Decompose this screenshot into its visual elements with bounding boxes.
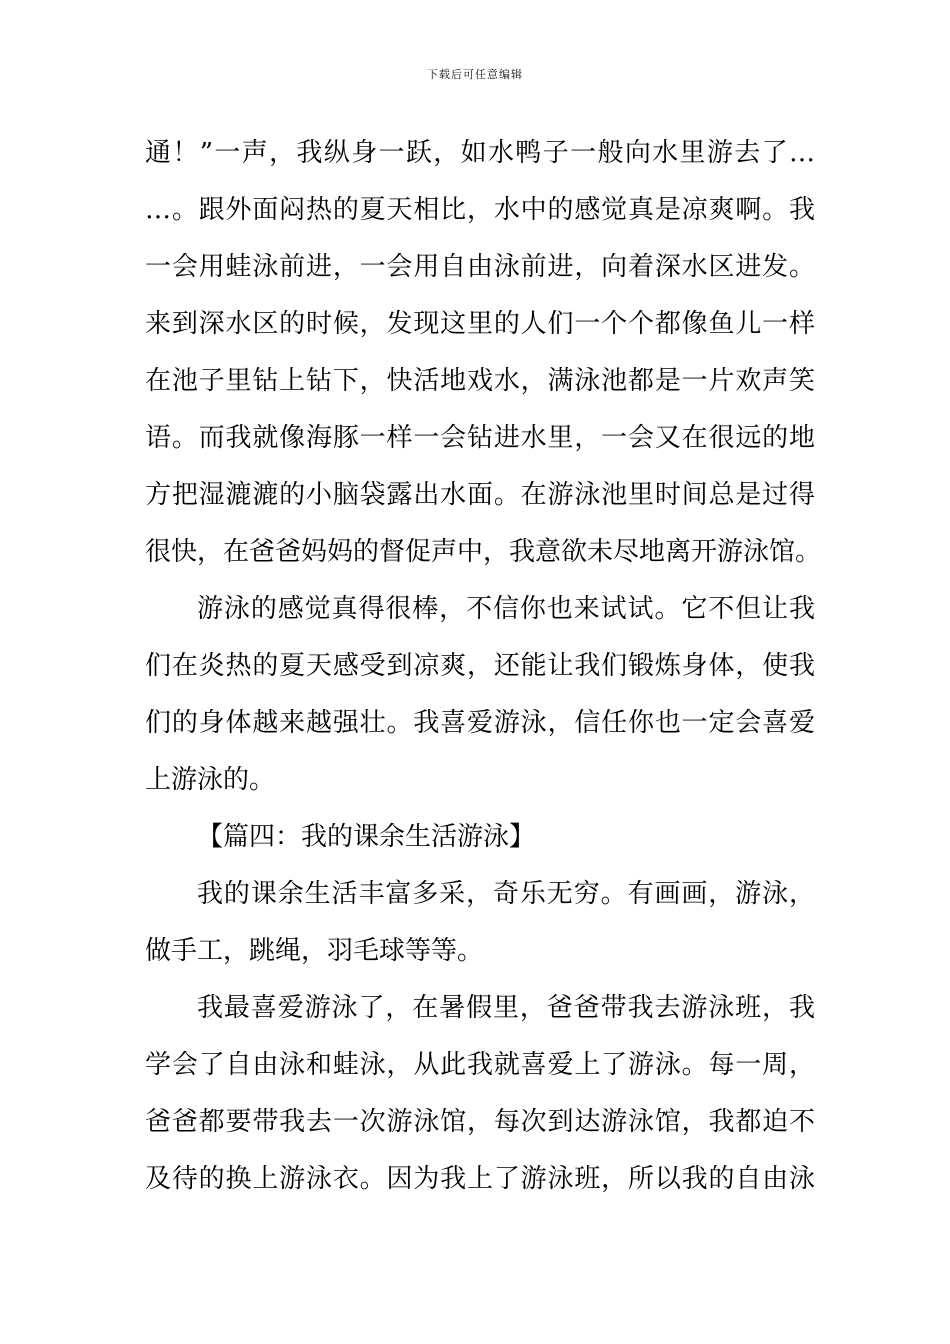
body-text bbox=[145, 125, 822, 1208]
text-line: 很快，在爸爸妈妈的督促声中，我意欲未尽地离开游泳馆。 bbox=[145, 537, 822, 567]
text-line: 们的身体越来越强壮。我喜爱游泳，信任你也一定会喜爱 bbox=[145, 708, 815, 738]
text-line: 学会了自由泳和蛙泳，从此我就喜爱上了游泳。每一周， bbox=[145, 1050, 815, 1080]
text-line: 来到深水区的时候，发现这里的人们一个个都像鱼儿一样 bbox=[145, 309, 815, 339]
text-line: 做手工，跳绳，羽毛球等等。 bbox=[145, 936, 484, 966]
text-line: 在池子里钻上钻下，快活地戏水，满泳池都是一片欢声笑 bbox=[145, 366, 815, 396]
paragraph-start-line: 游泳的感觉真得很棒，不信你也来试试。它不但让我 bbox=[197, 594, 815, 624]
text-line: 语。而我就像海豚一样一会钻进水里，一会又在很远的地 bbox=[145, 423, 815, 453]
paragraph-start-line: 我最喜爱游泳了，在暑假里，爸爸带我去游泳班，我 bbox=[197, 993, 815, 1023]
paragraph-start-line: 我的课余生活丰富多采，奇乐无穷。有画画，游泳， bbox=[197, 879, 815, 909]
text-line: 一会用蛙泳前进，一会用自由泳前进，向着深水区进发。 bbox=[145, 252, 815, 282]
text-line: 及待的换上游泳衣。因为我上了游泳班，所以我的自由泳 bbox=[145, 1164, 815, 1194]
page-header: 下载后可任意编辑 bbox=[427, 68, 523, 81]
section-heading: 【篇四：我的课余生活游泳】 bbox=[197, 822, 536, 852]
text-line: 爸爸都要带我去一次游泳馆，每次到达游泳馆，我都迫不 bbox=[145, 1107, 815, 1137]
text-line: 们在炎热的夏天感受到凉爽，还能让我们锻炼身体，使我 bbox=[145, 651, 815, 681]
text-line: 上游泳的。 bbox=[145, 765, 276, 795]
text-line: …。跟外面闷热的夏天相比，水中的感觉真是凉爽啊。我 bbox=[145, 195, 815, 225]
text-line: 通！”一声，我纵身一跃，如水鸭子一般向水里游去了… bbox=[145, 138, 815, 168]
text-line: 方把湿漉漉的小脑袋露出水面。在游泳池里时间总是过得 bbox=[145, 480, 815, 510]
